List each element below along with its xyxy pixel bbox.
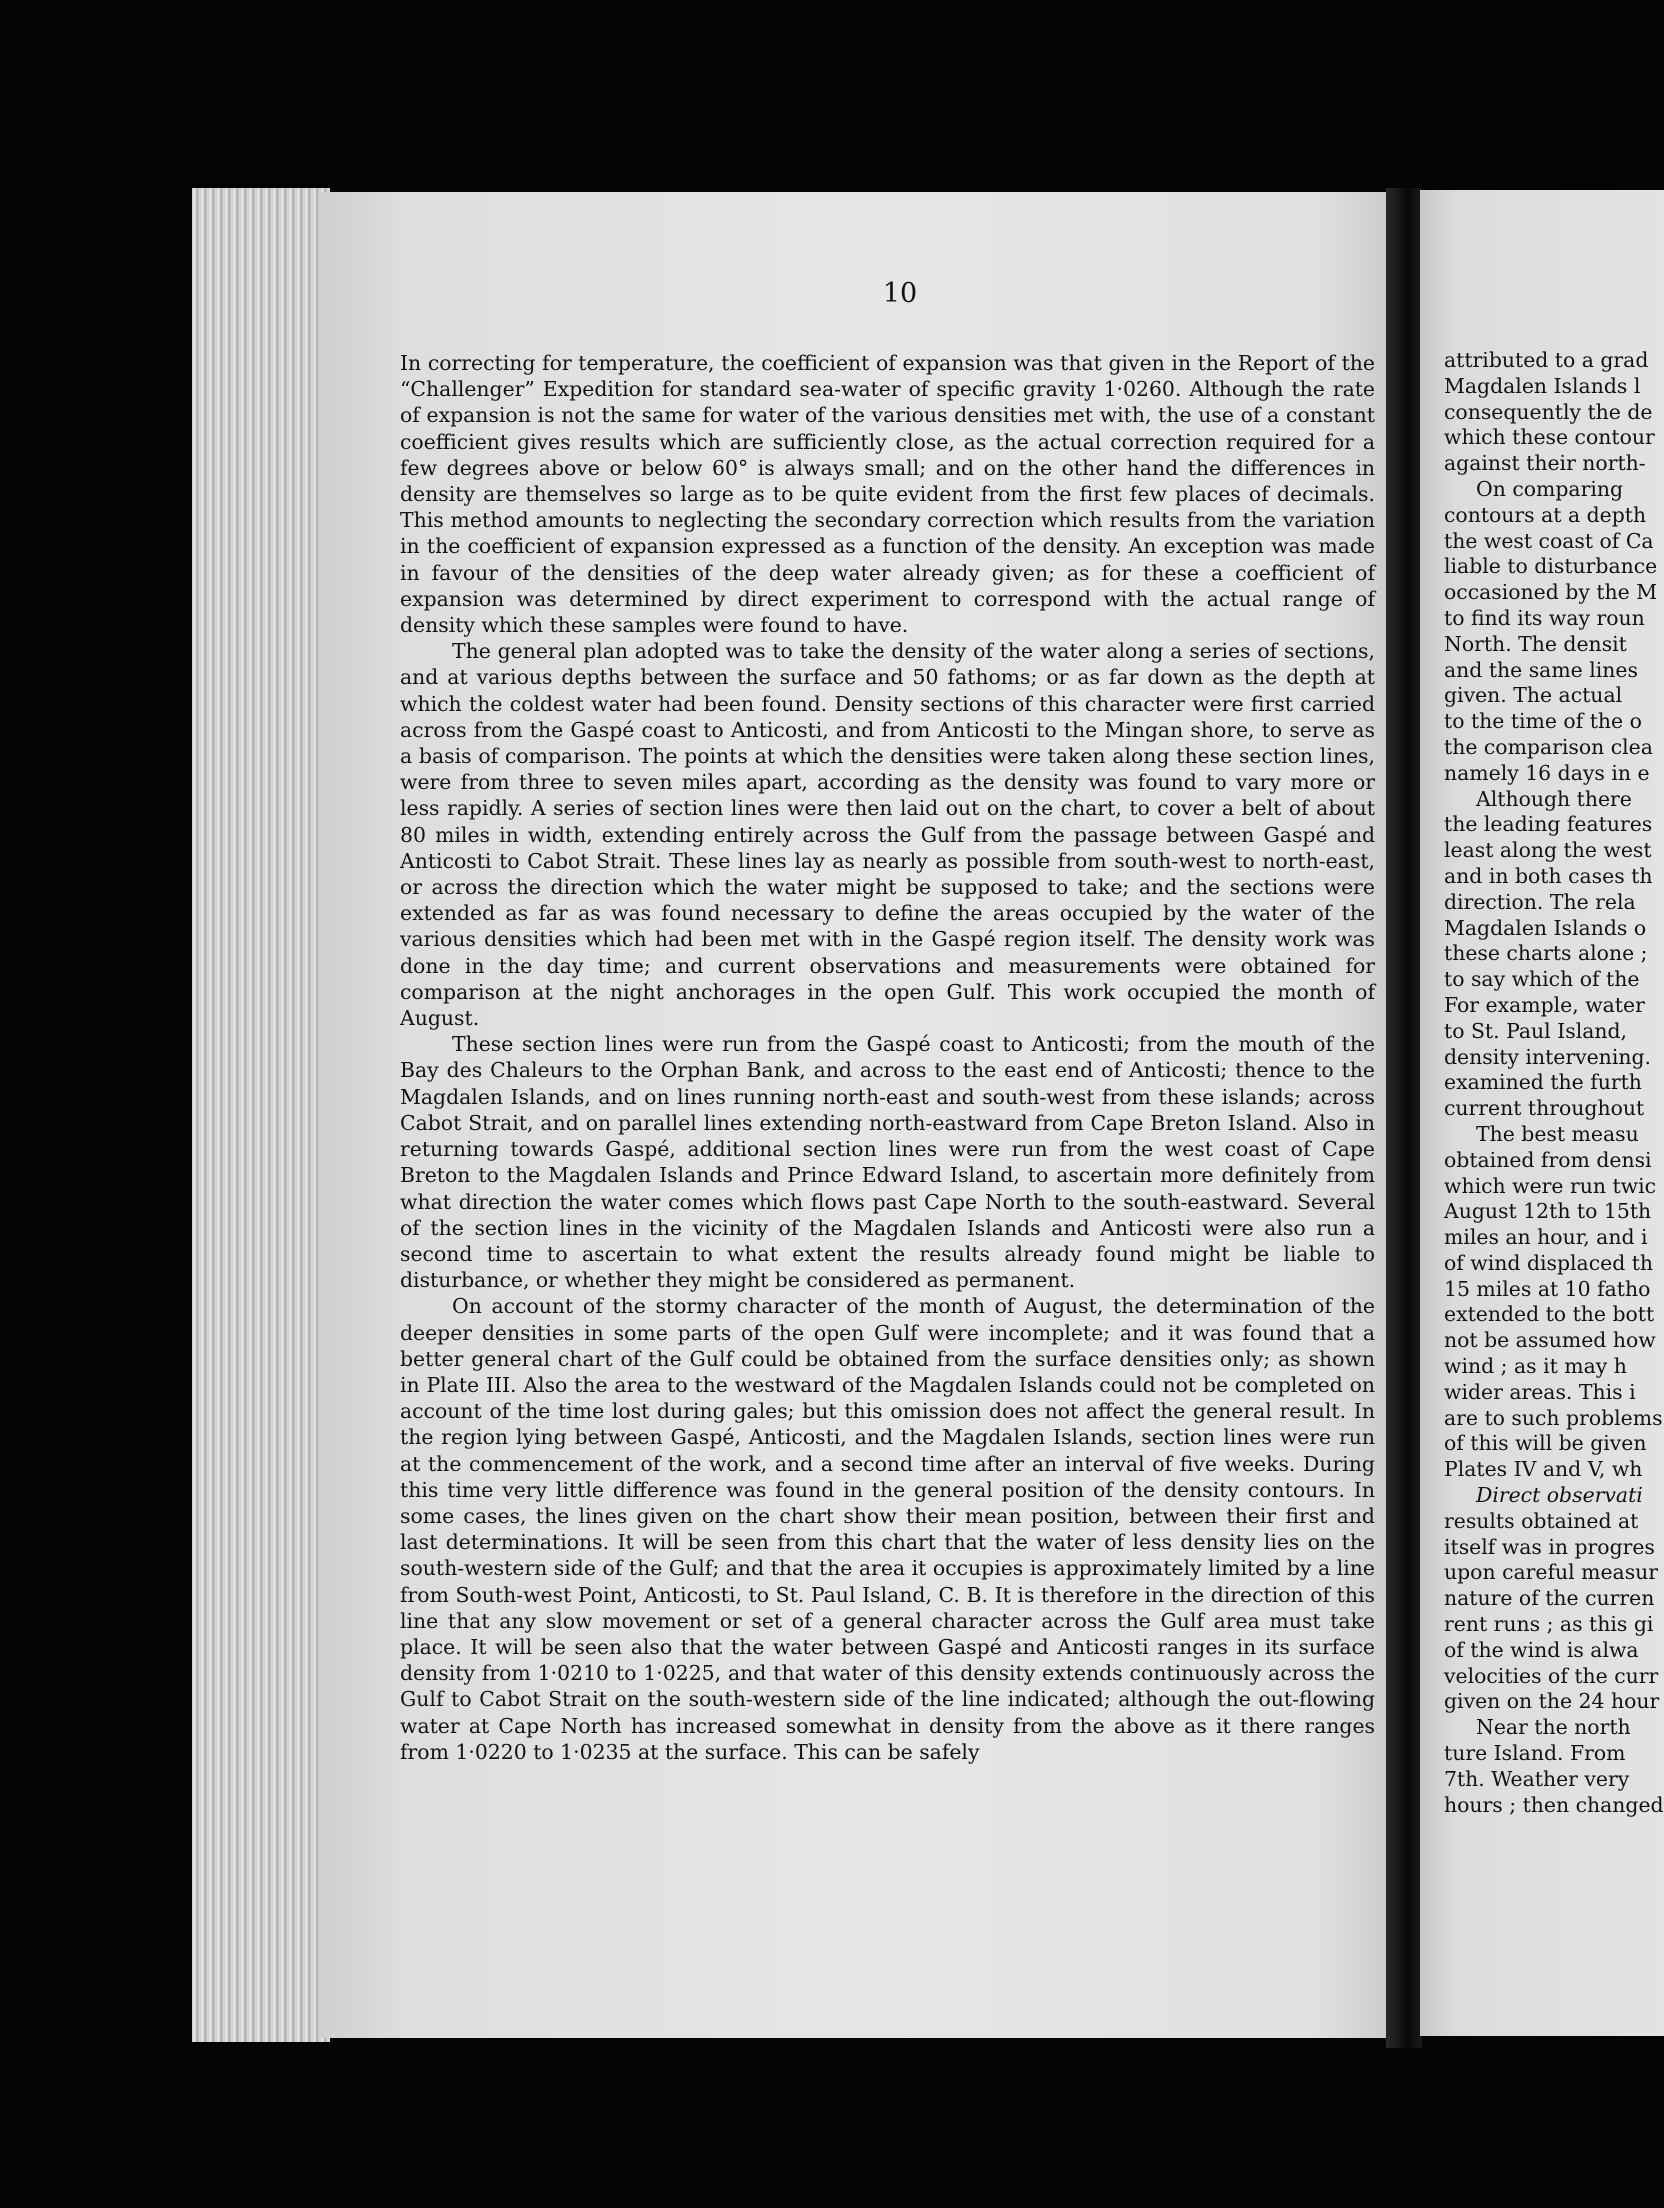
facing-line: examined the furth <box>1444 1070 1642 1095</box>
facing-line: hours ; then changed <box>1444 1792 1664 1817</box>
facing-line: velocities of the curr <box>1444 1663 1659 1688</box>
facing-line: attributed to a grad <box>1444 348 1649 372</box>
facing-line: Magdalen Islands l <box>1444 373 1641 398</box>
facing-line: contours at a depth <box>1444 502 1647 527</box>
facing-line: ture Island. From <box>1444 1741 1626 1766</box>
facing-line: liable to disturbance <box>1444 554 1658 579</box>
facing-line: The best measu <box>1476 1121 1639 1146</box>
page-number: 10 <box>882 278 918 309</box>
facing-line: On comparing <box>1476 476 1624 501</box>
facing-line: 15 miles at 10 fatho <box>1444 1276 1651 1301</box>
facing-line: not be assumed how <box>1444 1328 1656 1353</box>
facing-line: which these contour <box>1444 425 1655 450</box>
facing-line: to say which of the <box>1444 967 1640 992</box>
facing-line: which were run twic <box>1444 1173 1657 1198</box>
facing-line: namely 16 days in e <box>1444 760 1650 785</box>
book-gutter <box>1386 188 1422 2048</box>
facing-line: Near the north <box>1476 1715 1631 1740</box>
facing-line: wider areas. This i <box>1444 1379 1636 1404</box>
facing-line: direction. The rela <box>1444 889 1636 914</box>
facing-line: of wind displaced th <box>1444 1250 1654 1275</box>
facing-italic-heading: Direct observati <box>1476 1483 1643 1508</box>
facing-line: the west coast of Ca <box>1444 528 1654 553</box>
paragraph: In correcting for temperature, the coefficient of expansion was that given in the Report of the “Challenger” Expedition for standard sea-water of specific gravity 1·0260. Although the rate of expansion is not the same for water of the various densities met with, the use of a constant coefficient gives results which are sufficiently close, as the actual correction required for a few degrees above or below 60° is always small; and on the other hand the differences in density are themselves so large as to be quite evident from the first few places of decimals. This method amounts to neglecting the secondary correction which results from the variation in the coefficient of expansion expressed as a function of the density. An exception was made in favour of the densities of the deep water already given; as for these a coefficient of expansion was determined by direct experiment to correspond with the actual range of density which these samples were found to have. <box>400 351 1375 638</box>
facing-line: August 12th to 15th <box>1444 1199 1652 1224</box>
facing-line: least along the west <box>1444 838 1652 863</box>
facing-line: current throughout <box>1444 1096 1645 1121</box>
facing-line: nature of the curren <box>1444 1586 1655 1611</box>
book-page-edges <box>192 188 330 2042</box>
facing-line: consequently the de <box>1444 399 1653 424</box>
facing-line: Although there <box>1476 786 1632 811</box>
paragraph: The general plan adopted was to take the density of the water along a series of sections, and at various depths between the surface and 50 fathoms; or as far down as the depth at which the coldest water had been found. Density sections of this character were first carried across from the Gaspé coast to Anticosti, and from Anticosti to the Mingan shore, to serve as a basis of comparison. The points at which the densities were taken along these section lines, were from three to seven miles apart, according as the density was found to vary more or less rapidly. A series of section lines were then laid out on the chart, to cover a belt of about 80 miles in width, extending entirely across the Gulf from the passage between Gaspé and Anticosti to Cabot Strait. These lines lay as nearly as possible from south-west to north-east, or across the direction which the water might be supposed to take; and the sections were extended as far as was found necessary to define the areas occupied by the water of the various densities which had been met with in the Gaspé region itself. The density work was done in the day time; and current observations and measurements were obtained for comparison at the night anchorages in the open Gulf. This work occupied the month of August. <box>400 639 1375 1031</box>
facing-line: and the same lines <box>1444 657 1638 682</box>
facing-line: given on the 24 hour <box>1444 1689 1660 1714</box>
facing-line: to the time of the o <box>1444 709 1642 734</box>
facing-line: the comparison clea <box>1444 734 1653 759</box>
facing-line: of the wind is alwa <box>1444 1637 1639 1662</box>
facing-line: wind ; as it may h <box>1444 1354 1627 1379</box>
right-page <box>1420 190 1664 2036</box>
facing-line: these charts alone ; <box>1444 941 1648 966</box>
body-text <box>400 350 1375 1765</box>
paragraph: On account of the stormy character of the month of August, the determination of the deeper densities in some parts of the open Gulf were incomplete; and it was found that a better general chart of the Gulf could be obtained from the surface densities only; as shown in Plate III. Also the area to the westward of the Magdalen Islands could not be completed on account of the time lost during gales; but this omission does not affect the general result. In the region lying between Gaspé, Anticosti, and the Magdalen Islands, section lines were run at the commencement of the work, and a second time after an interval of five weeks. During this time very little difference was found in the general position of the density contours. In some cases, the lines given on the chart show their mean position, between their first and last determinations. It will be seen from this chart that the water of less density lies on the south-western side of the Gulf; and that the area it occupies is approximately limited by a line from South-west Point, Anticosti, to St. Paul Island, C. B. It is therefore in the direction of this line that any slow movement or set of a general character across the Gulf area must take place. It will be seen also that the water between Gaspé and Anticosti ranges in its surface density from 1·0210 to 1·0225, and that water of this density extends continuously across the Gulf to Cabot Strait on the south-western side of the line indicated; although the out-flowing water at Cape North has increased somewhat in density from the above as it there ranges from 1·0220 to 1·0235 at the surface. This can be safely <box>400 1294 1375 1764</box>
facing-line: Magdalen Islands o <box>1444 915 1647 940</box>
facing-line: Plates IV and V, wh <box>1444 1457 1643 1482</box>
facing-line: are to such problems <box>1444 1405 1663 1430</box>
facing-line: rent runs ; as this gi <box>1444 1612 1654 1637</box>
facing-line: upon careful measur <box>1444 1560 1659 1585</box>
facing-line: extended to the bott <box>1444 1302 1655 1327</box>
facing-page-text <box>1444 348 1664 1818</box>
facing-line: density intervening. <box>1444 1044 1652 1069</box>
facing-line: given. The actual <box>1444 683 1623 708</box>
facing-line: against their north- <box>1444 451 1646 476</box>
paragraph: These section lines were run from the Gaspé coast to Anticosti; from the mouth of the Bay des Chaleurs to the Orphan Bank, and across to the east end of Anticosti; thence to the Magdalen Islands, and on lines running north-east and south-west from these islands; across Cabot Strait, and on parallel lines extending north-eastward from Cape Breton Island. Also in returning towards Gaspé, additional section lines were run from the west coast of Cape Breton to the Magdalen Islands and Prince Edward Island, to ascertain more definitely from what direction the water comes which flows past Cape North to the south-eastward. Several of the section lines in the vicinity of the Magdalen Islands and Anticosti were also run a second time to ascertain to what extent the results already found might be liable to disturbance, or whether they might be considered as permanent. <box>400 1032 1375 1293</box>
facing-line: itself was in progres <box>1444 1534 1655 1559</box>
facing-line: For example, water <box>1444 992 1645 1017</box>
facing-line: the leading features <box>1444 812 1653 837</box>
facing-line: 7th. Weather very <box>1444 1766 1630 1791</box>
facing-line: miles an hour, and i <box>1444 1225 1648 1250</box>
facing-line: occasioned by the M <box>1444 580 1658 605</box>
facing-line: to St. Paul Island, <box>1444 1018 1628 1043</box>
facing-line: and in both cases th <box>1444 863 1653 888</box>
facing-line <box>1444 1483 1664 1509</box>
facing-line: obtained from densi <box>1444 1147 1652 1172</box>
facing-line: to find its way roun <box>1444 605 1645 630</box>
facing-line: of this will be given <box>1444 1431 1647 1456</box>
facing-line: North. The densit <box>1444 631 1627 656</box>
facing-line: results obtained at <box>1444 1508 1639 1533</box>
